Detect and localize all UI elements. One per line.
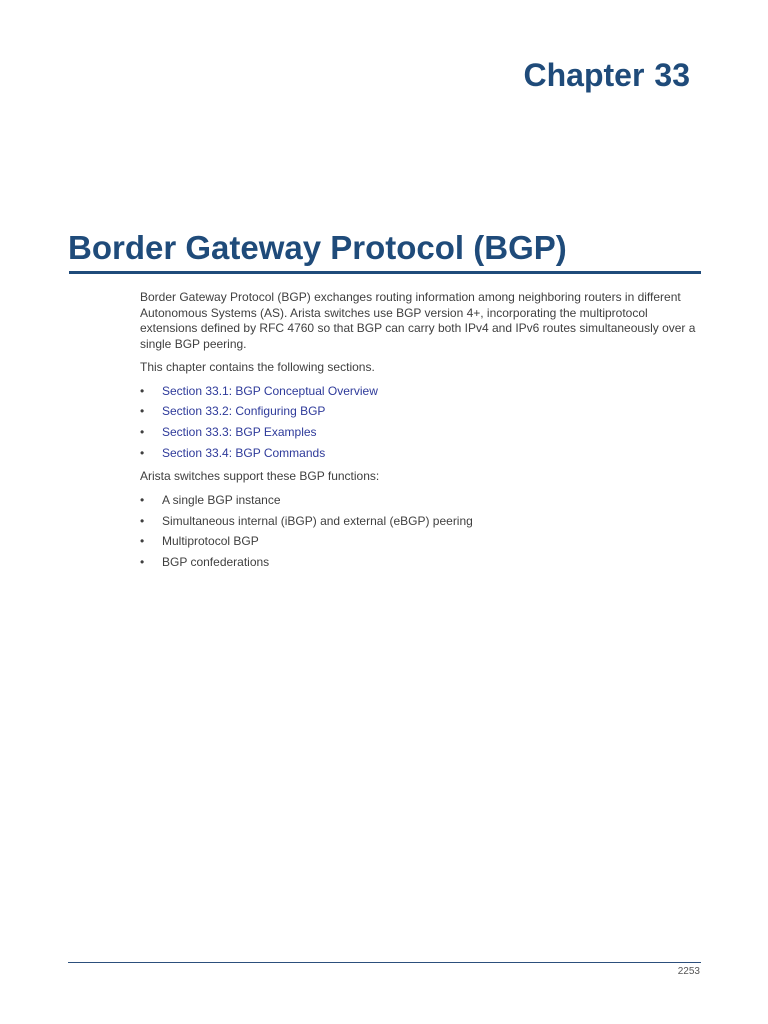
function-label: Simultaneous internal (iBGP) and external (eBGP) peering xyxy=(162,513,473,528)
section-link-33-1[interactable]: Section 33.1: BGP Conceptual Overview xyxy=(162,383,378,398)
bullet-icon: • xyxy=(140,404,145,419)
function-list-item xyxy=(140,555,702,571)
chapter-number: 33 xyxy=(654,57,690,93)
bullet-icon: • xyxy=(140,425,145,440)
footer-divider xyxy=(68,962,701,963)
functions-list xyxy=(140,493,702,571)
sections-intro: This chapter contains the following sections. xyxy=(140,360,375,374)
chapter-word: Chapter xyxy=(523,57,645,93)
page-number: 2253 xyxy=(677,966,700,977)
section-list-item xyxy=(140,446,702,462)
bullet-icon: • xyxy=(140,513,145,528)
bullet-icon: • xyxy=(140,555,145,570)
function-label: Multiprotocol BGP xyxy=(162,534,259,549)
functions-intro: Arista switches support these BGP functions: xyxy=(140,469,380,484)
function-list-item xyxy=(140,534,702,550)
section-list-item xyxy=(140,384,702,400)
bullet-icon: • xyxy=(140,492,145,507)
function-list-item xyxy=(140,514,702,530)
bullet-icon: • xyxy=(140,445,145,460)
section-link-33-3[interactable]: Section 33.3: BGP Examples xyxy=(162,425,317,440)
function-label: BGP confederations xyxy=(162,555,270,570)
bullet-icon: • xyxy=(140,534,145,549)
section-list-item xyxy=(140,404,702,420)
sections-list xyxy=(140,384,702,462)
chapter-content xyxy=(140,290,702,579)
section-link-33-4[interactable]: Section 33.4: BGP Commands xyxy=(162,445,326,460)
chapter-label xyxy=(524,56,691,94)
intro-paragraph: Border Gateway Protocol (BGP) exchanges routing information among neighboring routers in different Autonomous Systems (AS). Arista switches use BGP version 4+, incorporating the multiprotocol extensions defined by RFC 4760 so that BGP can carry both IPv4 and IPv6 routes simultaneously over a single BGP peering. xyxy=(140,290,696,351)
title-divider xyxy=(69,271,701,274)
section-link-33-2[interactable]: Section 33.2: Configuring BGP xyxy=(162,404,326,419)
bullet-icon: • xyxy=(140,383,145,398)
function-label: A single BGP instance xyxy=(162,492,281,507)
function-list-item xyxy=(140,493,702,509)
section-list-item xyxy=(140,425,702,441)
page-title: Border Gateway Protocol (BGP) xyxy=(68,229,567,266)
